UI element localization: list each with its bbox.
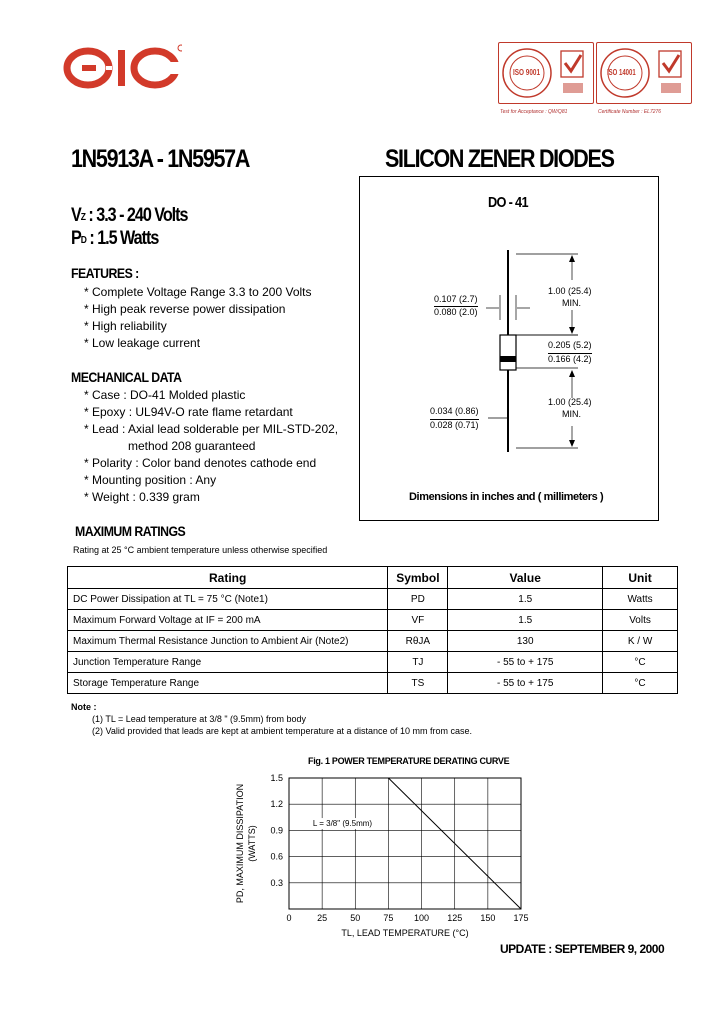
lead-dia-max: 0.107 (2.7) — [434, 294, 478, 304]
vz-value: : 3.3 - 240 Volts — [88, 205, 188, 226]
rating-cell: Junction Temperature Range — [68, 652, 388, 673]
features-heading: FEATURES : — [71, 265, 139, 281]
do41-drawing — [400, 240, 640, 470]
table-row — [68, 589, 678, 610]
mechanical-item: method 208 guaranteed — [128, 439, 256, 453]
cert-caption-right: Certificate Number : EL7276 — [598, 109, 662, 115]
mechanical-item: * Epoxy : UL94V-O rate flame retardant — [84, 405, 293, 419]
pd-sub: D — [80, 235, 86, 246]
x-tick-label: 0 — [286, 913, 292, 923]
x-tick-label: 25 — [317, 913, 328, 923]
x-tick-label: 125 — [447, 913, 463, 923]
col-header-rating: Rating — [68, 567, 388, 589]
mechanical-item: * Polarity : Color band denotes cathode end — [84, 456, 317, 470]
package-caption: Dimensions in inches and ( millimeters ) — [409, 491, 604, 503]
lead-dia-min: 0.080 (2.0) — [434, 307, 478, 317]
symbol-cell: VF — [388, 610, 448, 631]
lead-len-top: 1.00 (25.4) — [548, 286, 592, 296]
mechanical-item: * Lead : Axial lead solderable per MIL-STD-202, — [84, 422, 339, 436]
plot-frame — [289, 778, 521, 909]
note-1: (1) TL = Lead temperature at 3/8 " (9.5mm) from body — [92, 714, 307, 724]
x-tick-label: 100 — [414, 913, 430, 923]
ratings-table — [67, 566, 678, 694]
lead-len-bottom: 1.00 (25.4) — [548, 397, 592, 407]
y-axis-label: PD, MAXIMUM DISSIPATION — [235, 783, 245, 904]
table-header-row — [68, 567, 678, 589]
feature-item: * High peak reverse power dissipation — [84, 302, 286, 316]
unit-cell: °C — [603, 652, 678, 673]
symbol-cell: RθJA — [388, 631, 448, 652]
value-cell: - 55 to + 175 — [448, 673, 603, 694]
body-len-max: 0.205 (5.2) — [548, 340, 592, 350]
unit-cell: Volts — [603, 610, 678, 631]
value-cell: - 55 to + 175 — [448, 652, 603, 673]
iso-left-label: ISO 9001 — [513, 68, 541, 77]
eic-logo — [62, 42, 182, 94]
unit-cell: Watts — [603, 589, 678, 610]
vz-spec — [71, 205, 187, 227]
feature-item: * Low leakage current — [84, 336, 201, 350]
rating-cell: Maximum Forward Voltage at IF = 200 mA — [68, 610, 388, 631]
unit-cell: K / W — [603, 631, 678, 652]
symbol-cell: TJ — [388, 652, 448, 673]
x-tick-label: 50 — [350, 913, 361, 923]
vz-symbol: V — [71, 205, 81, 226]
rating-cell: Storage Temperature Range — [68, 673, 388, 694]
update-date: UPDATE : SEPTEMBER 9, 2000 — [500, 942, 665, 956]
col-header-unit: Unit — [603, 567, 678, 589]
feature-item: * High reliability — [84, 319, 167, 333]
ratings-heading: MAXIMUM RATINGS — [75, 523, 186, 539]
y-tick-label: 1.5 — [270, 773, 283, 783]
pd-value: : 1.5 Watts — [89, 228, 159, 249]
part-range-title: 1N5913A - 1N5957A — [71, 145, 250, 173]
cathode-band — [500, 356, 516, 362]
table-row — [68, 610, 678, 631]
mechanical-item: * Mounting position : Any — [84, 473, 217, 487]
feature-item: * Complete Voltage Range 3.3 to 200 Volts — [84, 285, 312, 299]
x-tick-label: 75 — [383, 913, 394, 923]
wire-dia-max: 0.034 (0.86) — [430, 406, 479, 416]
y-tick-label: 0.9 — [270, 825, 283, 836]
symbol-cell: TS — [388, 673, 448, 694]
value-cell: 130 — [448, 631, 603, 652]
col-header-symbol: Symbol — [388, 567, 448, 589]
vz-sub: Z — [80, 212, 85, 223]
y-tick-label: 0.3 — [270, 877, 283, 888]
symbol-cell: PD — [388, 589, 448, 610]
mechanical-item: * Weight : 0.339 gram — [84, 490, 200, 504]
mechanical-heading: MECHANICAL DATA — [71, 369, 182, 385]
product-title: SILICON ZENER DIODES — [385, 145, 614, 173]
diode-body — [500, 335, 516, 370]
mechanical-item: * Case : DO-41 Molded plastic — [84, 388, 246, 402]
notes-label: Note : — [71, 702, 97, 712]
y-tick-label: 0.6 — [270, 851, 283, 862]
ratings-subheading: Rating at 25 °C ambient temperature unless otherwise specified — [73, 545, 328, 555]
unit-cell: °C — [603, 673, 678, 694]
table-row — [68, 652, 678, 673]
y-tick-label: 1.2 — [270, 799, 283, 810]
value-cell: 1.5 — [448, 589, 603, 610]
derating-chart — [225, 768, 545, 938]
iso14001-cert — [596, 42, 692, 104]
table-row — [68, 631, 678, 652]
table-row — [68, 673, 678, 694]
cert-caption-left: Test for Acceptance : QW/Q81 — [500, 109, 568, 115]
x-tick-label: 175 — [513, 913, 529, 923]
min-top: MIN. — [562, 298, 581, 308]
iso9001-cert — [498, 42, 594, 104]
x-tick-label: 150 — [480, 913, 496, 923]
package-name: DO - 41 — [488, 194, 528, 211]
col-header-value: Value — [448, 567, 603, 589]
value-cell: 1.5 — [448, 610, 603, 631]
iso-right-label: ISO 14001 — [607, 68, 636, 77]
pd-spec — [71, 228, 158, 250]
chart-annotation: L = 3/8" (9.5mm) — [312, 819, 373, 829]
y-axis-label-units: (WATTS) — [247, 825, 257, 862]
rating-cell: DC Power Dissipation at TL = 75 °C (Note1) — [68, 589, 388, 610]
x-axis-label: TL, LEAD TEMPERATURE (°C) — [341, 928, 469, 938]
wire-dia-min: 0.028 (0.71) — [430, 420, 479, 430]
note-2: (2) Valid provided that leads are kept at ambient temperature at a distance of 10 mm from case. — [92, 726, 473, 736]
rating-cell: Maximum Thermal Resistance Junction to Ambient Air (Note2) — [68, 631, 388, 652]
pd-symbol: P — [71, 228, 81, 249]
body-len-min: 0.166 (4.2) — [548, 354, 592, 364]
min-bottom: MIN. — [562, 409, 581, 419]
chart-title: Fig. 1 POWER TEMPERATURE DERATING CURVE — [308, 756, 510, 766]
